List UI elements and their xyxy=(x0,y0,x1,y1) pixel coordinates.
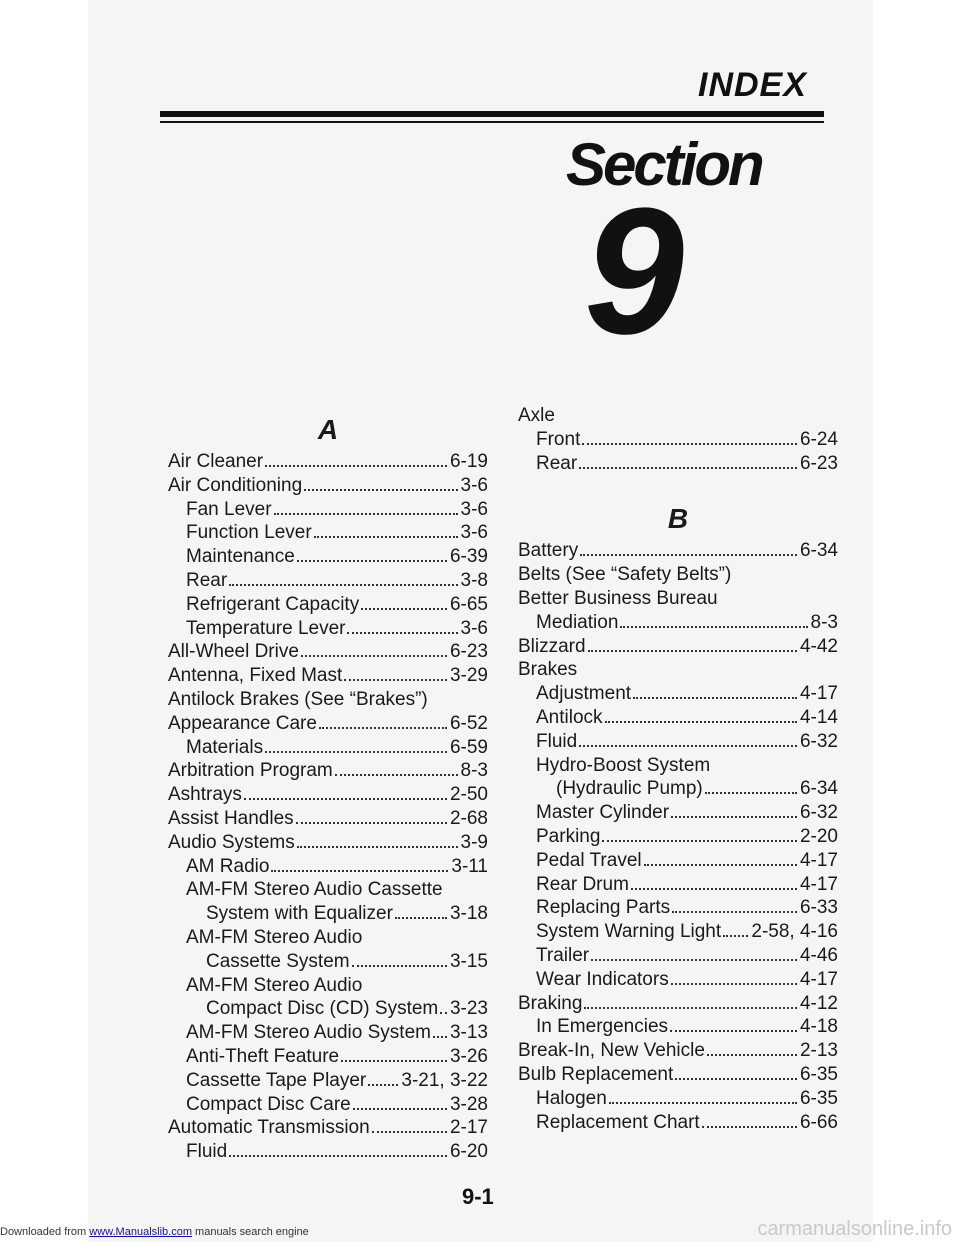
entry-page: 4-46 xyxy=(799,944,838,966)
index-entry xyxy=(518,587,838,611)
entry-label: Fluid xyxy=(536,730,578,752)
index-entry xyxy=(168,1069,488,1093)
index-entry xyxy=(518,777,838,801)
manualslib-link[interactable]: www.Manualslib.com xyxy=(89,1226,192,1238)
leader-dots xyxy=(605,720,797,723)
entry-page: 8-3 xyxy=(810,611,838,633)
entry-label: Blizzard xyxy=(518,635,586,657)
entry-page: 2-20 xyxy=(799,825,838,847)
leader-dots xyxy=(271,869,448,872)
watermark: carmanualsonline.info xyxy=(757,1218,952,1240)
index-entry xyxy=(518,404,838,428)
index-entry xyxy=(168,450,488,474)
index-entry xyxy=(168,902,488,926)
spacer xyxy=(518,475,838,499)
leader-dots xyxy=(297,559,447,562)
index-entry xyxy=(518,1039,838,1063)
index-entry xyxy=(518,801,838,825)
leader-dots xyxy=(265,750,447,753)
index-entry xyxy=(168,974,488,998)
entry-page: 6-32 xyxy=(799,730,838,752)
entry-page: 3-6 xyxy=(460,522,488,544)
index-entry xyxy=(518,682,838,706)
header-rule-thin xyxy=(160,121,824,123)
entry-label: Antilock xyxy=(536,706,603,728)
leader-dots xyxy=(352,964,447,967)
entry-page: 6-66 xyxy=(799,1111,838,1133)
entry-label: (Hydraulic Pump) xyxy=(556,778,703,800)
index-column-right xyxy=(518,404,838,1134)
index-entry xyxy=(518,635,838,659)
leader-dots xyxy=(670,1029,797,1032)
entry-label: AM-FM Stereo Audio xyxy=(186,926,363,948)
index-entry xyxy=(518,825,838,849)
index-entry xyxy=(518,944,838,968)
entry-page: 6-23 xyxy=(799,452,838,474)
entry-label: Wear Indicators xyxy=(536,968,669,990)
entry-page: 6-24 xyxy=(799,428,838,450)
entry-label: Bulb Replacement xyxy=(518,1063,674,1085)
leader-dots xyxy=(353,1107,447,1110)
entry-label: Brakes xyxy=(518,659,578,681)
entry-page: 4-42 xyxy=(799,635,838,657)
entry-label: Pedal Travel xyxy=(536,849,642,871)
index-entry xyxy=(168,759,488,783)
section-word: Section xyxy=(566,131,762,198)
index-entry xyxy=(518,563,838,587)
entry-label: Refrigerant Capacity xyxy=(186,593,360,615)
entry-label: AM Radio xyxy=(186,855,270,877)
entry-label: Braking xyxy=(518,992,583,1014)
entry-page: 4-17 xyxy=(799,873,838,895)
entry-label: Cassette System xyxy=(206,950,350,972)
leader-dots xyxy=(705,791,797,794)
entry-label: Axle xyxy=(518,405,555,426)
leader-dots xyxy=(395,916,447,919)
index-entry xyxy=(518,706,838,730)
leader-dots xyxy=(588,649,797,652)
entry-page: 3-11 xyxy=(451,855,488,877)
index-entry xyxy=(518,754,838,778)
index-entry xyxy=(518,896,838,920)
entry-page: 6-20 xyxy=(449,1141,488,1163)
entry-page: 6-34 xyxy=(799,778,838,800)
entry-page: 3-6 xyxy=(460,617,488,639)
entry-label: Ashtrays xyxy=(168,784,242,806)
index-entry xyxy=(168,1116,488,1140)
leader-dots xyxy=(274,512,458,515)
index-entry xyxy=(518,730,838,754)
leader-dots xyxy=(620,625,807,628)
entry-label: Mediation xyxy=(536,611,619,633)
leader-dots xyxy=(341,1059,447,1062)
entry-label: Cassette Tape Player xyxy=(186,1069,367,1091)
index-entry xyxy=(518,968,838,992)
leader-dots xyxy=(440,1011,447,1014)
entry-page: 3-26 xyxy=(449,1045,488,1067)
entry-label: Materials xyxy=(186,736,264,758)
index-entry xyxy=(518,611,838,635)
index-entry xyxy=(168,831,488,855)
entry-page: 4-17 xyxy=(799,683,838,705)
index-entry xyxy=(168,878,488,902)
index-entry xyxy=(168,783,488,807)
download-bar xyxy=(0,1226,309,1238)
entry-page: 6-52 xyxy=(449,712,488,734)
index-entry xyxy=(518,452,838,476)
index-entry xyxy=(518,1111,838,1135)
entry-page: 6-19 xyxy=(449,451,488,472)
download-prefix: Downloaded from xyxy=(0,1226,90,1238)
index-entry xyxy=(168,736,488,760)
entry-label: Rear xyxy=(186,569,228,591)
entry-label: Rear xyxy=(536,452,578,474)
entry-label: Audio Systems xyxy=(168,831,295,853)
leader-dots xyxy=(319,726,447,729)
index-entry xyxy=(518,849,838,873)
leader-dots xyxy=(602,839,797,842)
entry-label: Replacement Chart xyxy=(536,1111,700,1133)
leader-dots xyxy=(580,553,797,556)
entry-page: 3-13 xyxy=(449,1022,488,1044)
index-entry xyxy=(518,428,838,452)
entry-page: 4-14 xyxy=(799,706,838,728)
entry-page: 6-59 xyxy=(449,736,488,758)
entry-page: 2-17 xyxy=(449,1117,488,1139)
leader-dots xyxy=(433,1035,447,1038)
index-entry xyxy=(518,658,838,682)
entry-label: Halogen xyxy=(536,1087,607,1109)
entry-page: 3-21, 3-22 xyxy=(401,1069,488,1091)
header-rule-thick xyxy=(160,111,824,117)
leader-dots xyxy=(372,1130,447,1133)
index-entry xyxy=(168,474,488,498)
index-entry xyxy=(518,1063,838,1087)
leader-dots xyxy=(644,863,797,866)
entry-label: Air Conditioning xyxy=(168,474,303,496)
leader-dots xyxy=(675,1077,797,1080)
index-entry xyxy=(168,617,488,641)
entry-page: 3-18 xyxy=(449,903,488,925)
section-number: 9 xyxy=(584,171,685,372)
entry-page: 3-29 xyxy=(449,665,488,687)
entry-label: Anti-Theft Feature xyxy=(186,1045,340,1067)
entry-page: 6-35 xyxy=(799,1063,838,1085)
entry-page: 4-12 xyxy=(799,992,838,1014)
leader-dots xyxy=(304,488,457,491)
leader-dots xyxy=(579,466,797,469)
entry-label: Compact Disc (CD) System xyxy=(206,998,439,1020)
leader-dots xyxy=(723,934,748,937)
entry-label: Compact Disc Care xyxy=(186,1093,351,1115)
entry-label: Rear Drum xyxy=(536,873,629,895)
entry-label: Arbitration Program xyxy=(168,760,333,782)
entry-label: Trailer xyxy=(536,944,590,966)
entry-label: Function Lever xyxy=(186,522,312,544)
leader-dots xyxy=(244,797,447,800)
leader-dots xyxy=(672,910,797,913)
entry-page: 8-3 xyxy=(460,760,488,782)
entry-page: 6-32 xyxy=(799,802,838,824)
entry-page: 4-18 xyxy=(799,1016,838,1038)
index-entry xyxy=(518,920,838,944)
index-entry xyxy=(168,807,488,831)
entry-page: 3-8 xyxy=(460,569,488,591)
entry-label: Front xyxy=(536,428,581,450)
entry-page: 3-9 xyxy=(460,831,488,853)
entry-label: Assist Handles xyxy=(168,807,294,829)
leader-dots xyxy=(582,442,797,445)
index-entry xyxy=(168,950,488,974)
index-entry xyxy=(518,992,838,1016)
entry-page: 3-6 xyxy=(460,474,488,496)
leader-dots xyxy=(631,887,797,890)
entry-page: 2-50 xyxy=(449,784,488,806)
leader-dots xyxy=(671,815,797,818)
leader-dots xyxy=(609,1101,797,1104)
leader-dots xyxy=(368,1083,398,1086)
leader-dots xyxy=(584,1006,797,1009)
entry-label: Maintenance xyxy=(186,546,295,568)
index-letter-heading: B xyxy=(667,503,689,535)
leader-dots xyxy=(297,845,458,848)
index-entry xyxy=(518,1015,838,1039)
entry-page: 6-23 xyxy=(449,641,488,663)
entry-label: Antenna, Fixed Mast xyxy=(168,665,343,687)
leader-dots xyxy=(344,678,447,681)
entry-label: Battery xyxy=(518,540,579,562)
entry-label: Break-In, New Vehicle xyxy=(518,1040,705,1062)
entry-label: Adjustment xyxy=(536,683,632,705)
download-suffix: manuals search engine xyxy=(191,1226,309,1238)
leader-dots xyxy=(301,654,447,657)
entry-label: Parking xyxy=(536,825,601,847)
entry-label: System Warning Light xyxy=(536,921,722,943)
entry-label: Air Cleaner xyxy=(168,451,264,472)
index-entry xyxy=(518,873,838,897)
index-entry xyxy=(168,593,488,617)
index-entry xyxy=(518,1087,838,1111)
leader-dots xyxy=(579,744,797,747)
entry-label: System with Equalizer xyxy=(206,903,393,925)
entry-label: Hydro-Boost System xyxy=(536,754,711,776)
entry-page: 6-39 xyxy=(449,546,488,568)
entry-page: 3-23 xyxy=(449,998,488,1020)
leader-dots xyxy=(314,535,458,538)
entry-page: 6-65 xyxy=(449,593,488,615)
entry-label: Master Cylinder xyxy=(536,802,670,824)
leader-dots xyxy=(361,607,447,610)
index-title: INDEX xyxy=(698,66,807,104)
index-entry xyxy=(168,997,488,1021)
entry-page: 2-13 xyxy=(799,1040,838,1062)
entry-label: Antilock Brakes (See “Brakes”) xyxy=(168,688,428,710)
entry-label: Belts (See “Safety Belts”) xyxy=(518,564,732,586)
leader-dots xyxy=(671,982,797,985)
entry-label: Automatic Transmission xyxy=(168,1117,370,1139)
index-entry xyxy=(168,640,488,664)
leader-dots xyxy=(265,464,447,467)
index-entry xyxy=(168,688,488,712)
index-entry xyxy=(168,855,488,879)
index-entry xyxy=(168,498,488,522)
entry-page: 6-33 xyxy=(799,897,838,919)
leader-dots xyxy=(633,696,797,699)
entry-label: Better Business Bureau xyxy=(518,587,718,609)
index-entry xyxy=(168,569,488,593)
entry-page: 2-68 xyxy=(449,807,488,829)
index-column-left xyxy=(168,410,488,1164)
page-number: 9-1 xyxy=(462,1184,494,1209)
index-entry xyxy=(168,712,488,736)
entry-label: Replacing Parts xyxy=(536,897,671,919)
entry-label: AM-FM Stereo Audio xyxy=(186,974,363,996)
index-entry xyxy=(518,539,838,563)
index-entry xyxy=(168,664,488,688)
leader-dots xyxy=(229,583,457,586)
leader-dots xyxy=(702,1125,797,1128)
entry-page: 6-34 xyxy=(799,540,838,562)
leader-dots xyxy=(229,1154,447,1157)
index-entry xyxy=(168,545,488,569)
entry-page: 4-17 xyxy=(799,849,838,871)
entry-page: 2-58, 4-16 xyxy=(751,921,838,943)
entry-label: Appearance Care xyxy=(168,712,317,734)
leader-dots xyxy=(707,1053,797,1056)
entry-page: 4-17 xyxy=(799,968,838,990)
index-entry xyxy=(168,1021,488,1045)
entry-label: All-Wheel Drive xyxy=(168,641,299,663)
leader-dots xyxy=(591,958,797,961)
entry-label: Fluid xyxy=(186,1141,228,1163)
leader-dots xyxy=(335,773,458,776)
entry-label: AM-FM Stereo Audio System xyxy=(186,1022,431,1044)
entry-page: 3-15 xyxy=(449,950,488,972)
index-entry xyxy=(168,1045,488,1069)
leader-dots xyxy=(296,821,447,824)
entry-label: Fan Lever xyxy=(186,498,272,520)
entry-label: In Emergencies xyxy=(536,1016,669,1038)
index-letter-heading: A xyxy=(317,414,339,445)
index-entry xyxy=(168,1093,488,1117)
index-entry xyxy=(168,521,488,545)
entry-page: 3-28 xyxy=(449,1093,488,1115)
leader-dots xyxy=(347,631,457,634)
entry-label: AM-FM Stereo Audio Cassette xyxy=(186,879,443,901)
index-entry xyxy=(168,926,488,950)
entry-page: 3-6 xyxy=(460,498,488,520)
entry-label: Temperature Lever xyxy=(186,617,346,639)
index-entry xyxy=(168,1140,488,1164)
entry-page: 6-35 xyxy=(799,1087,838,1109)
